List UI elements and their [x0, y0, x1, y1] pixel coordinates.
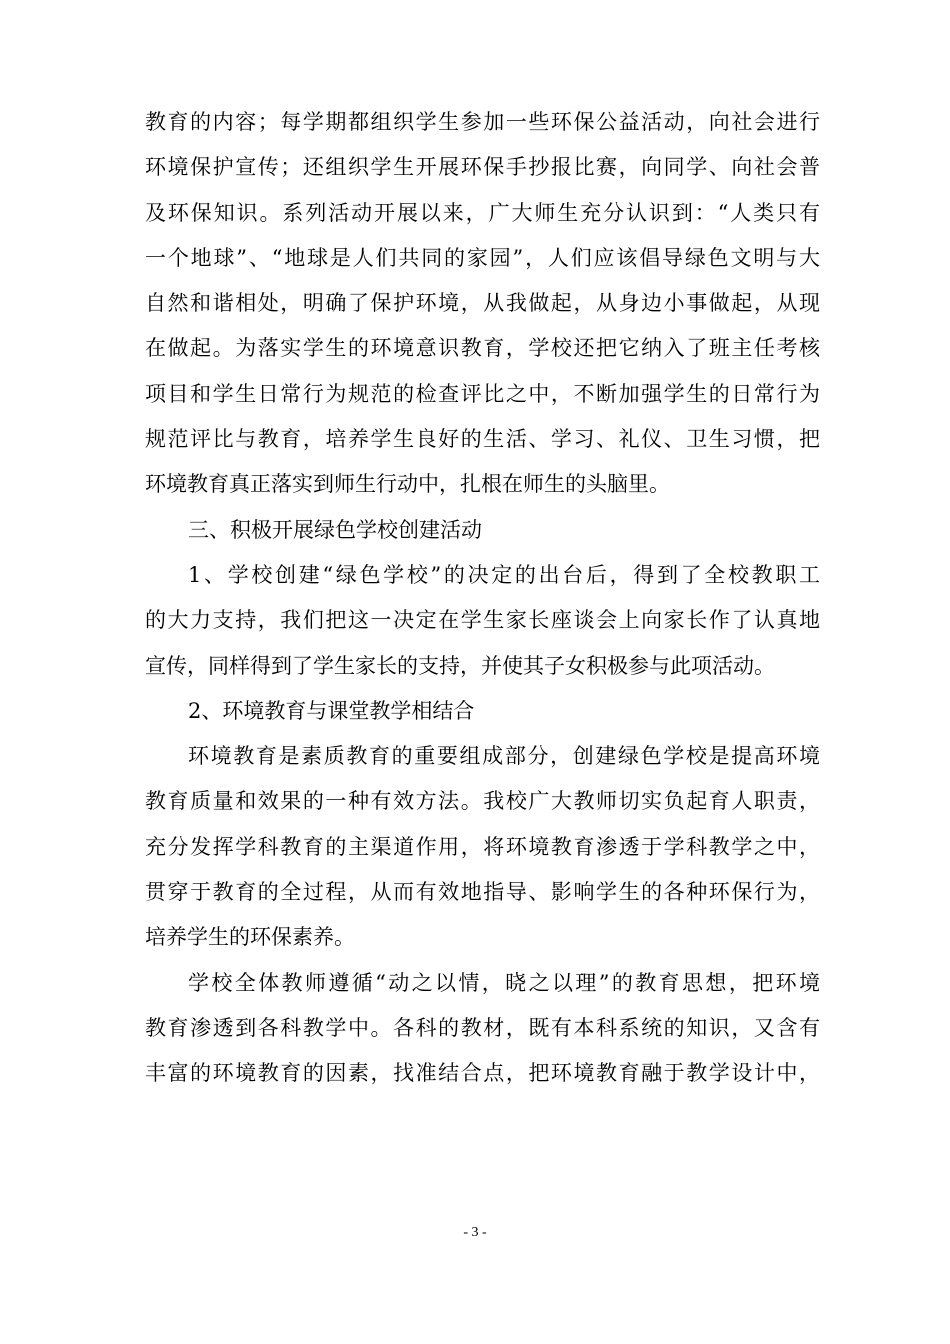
text-line: 环境保护宣传；还组织学生开展环保手抄报比赛，向同学、向社会普 — [145, 155, 820, 180]
text-line: 三、积极开展绿色学校创建活动 — [188, 517, 482, 542]
text-line: 项目和学生日常行为规范的检查评比之中，不断加强学生的日常行为 — [145, 381, 820, 406]
text-line: 丰富的环境教育的因素，找准结合点，把环境教育融于教学设计中， — [145, 1061, 820, 1086]
text-line: 及环保知识。系列活动开展以来，广大师生充分认识到：“人类只有 — [145, 200, 820, 225]
text-line: 教育的内容；每学期都组织学生参加一些环保公益活动，向社会进行 — [145, 110, 820, 134]
text-line: 教育渗透到各科教学中。各科的教材，既有本科系统的知识，又含有 — [145, 1015, 820, 1040]
text-line: 的大力支持，我们把这一决定在学生家长座谈会上向家长作了认真地 — [145, 608, 820, 633]
text-line: 2、环境教育与课堂教学相结合 — [188, 698, 475, 723]
text-line: 宣传，同样得到了学生家长的支持，并使其子女积极参与此项活动。 — [145, 653, 775, 678]
text-line: 环境教育是素质教育的重要组成部分，创建绿色学校是提高环境 — [188, 744, 820, 769]
text-line: 在做起。为落实学生的环境意识教育，学校还把它纳入了班主任考核 — [145, 336, 820, 361]
text-line: 教育质量和效果的一种有效方法。我校广大教师切实负起育人职责， — [145, 789, 820, 814]
text-line: 规范评比与教育，培养学生良好的生活、学习、礼仪、卫生习惯，把 — [145, 427, 820, 452]
body-text — [145, 100, 820, 1097]
text-line: 一个地球”、“地球是人们共同的家园”，人们应该倡导绿色文明与大 — [145, 245, 820, 270]
text-line: 充分发挥学科教育的主渠道作用，将环境教育渗透于学科教学之中， — [145, 834, 820, 859]
text-line: 自然和谐相处，明确了保护环境，从我做起，从身边小事做起，从现 — [145, 291, 820, 316]
text-line: 贯穿于教育的全过程，从而有效地指导、影响学生的各种环保行为， — [145, 880, 820, 905]
text-line: 1、学校创建“绿色学校”的决定的出台后，得到了全校教职工 — [188, 562, 820, 587]
text-line: 培养学生的环保素养。 — [145, 925, 355, 950]
text-line: 环境教育真正落实到师生行动中，扎根在师生的头脑里。 — [145, 472, 670, 497]
text-line: 学校全体教师遵循“动之以情，晓之以理”的教育思想，把环境 — [188, 970, 820, 995]
page-number: - 3 - — [463, 1225, 487, 1240]
